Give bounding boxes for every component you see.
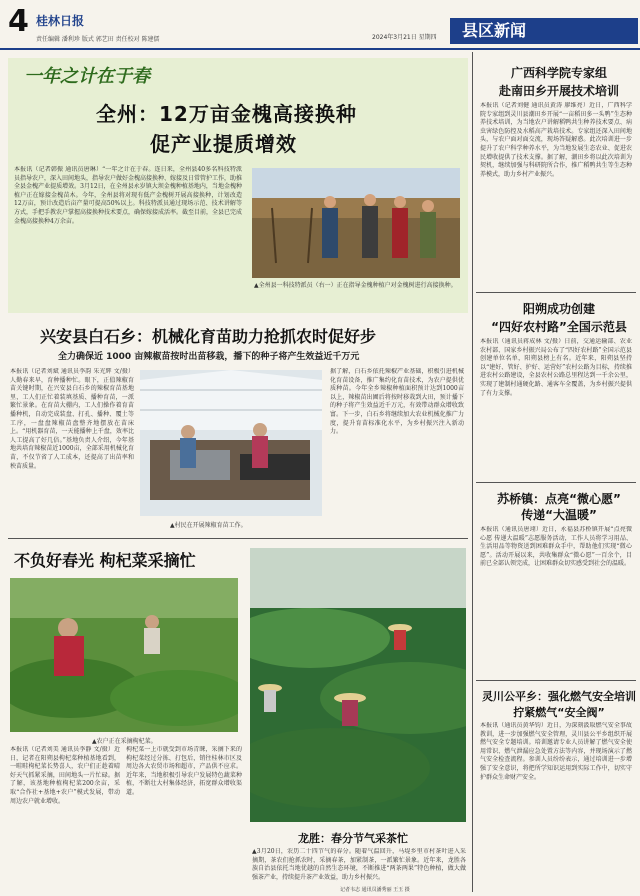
- sidebar-article1-title-line1: 广西科学院专家组: [510, 66, 607, 80]
- xingan-caption: ▲村民在开展辣椒育苗工作。: [170, 522, 247, 529]
- sidebar-article3-title-line1: 苏桥镇：点亮“微心愿”: [497, 492, 621, 506]
- issue-date: 2024年3月21日 星期四: [372, 34, 437, 41]
- sidebar-article1-body: 本报讯（记者刘健 通讯员黄涛 廖维亮）近日，广西科学院专家组到灵川县潮田乡开展“一亩稻田多一头鸭”生态种养技术培训，为当地农户讲解稻鸭共生种养技术要点、病虫害绿色防控及水稻高产栽培技术。专家组还深入田间地头，与农户面对面交流，现场答疑解惑。此次培训进一步提升了农户科学种养水平，为当地发展生态农业、促进农民增收提供了技术支撑。据了解，潮田乡将以此次培训为契机，继续加强与科研院所合作，推广稻鸭共生等生态种养模式，助力乡村产业振兴。: [480, 102, 632, 178]
- tea-headline: 龙胜：春分节气采茶忙: [298, 832, 408, 845]
- tea-credit: 记者韦志 通讯员潘秀丽 王玉 摄: [340, 887, 410, 893]
- sidebar-article1-title-line2: 赴南田乡开展技术培训: [498, 84, 619, 98]
- goji-headline: 不负好春光 枸杞菜采摘忙: [14, 551, 196, 570]
- xingan-body: 本报讯（记者刘斌 通讯员李韵 朱光辉 文/摄）人勤春来早，育种播种忙。眼下，正值辣椒育苗关键时期，在兴安县白石乡的辣椒育苗基地里，工人们正忙着装填基质、播种育苗，一派繁忙景象。在育苗大棚内，工人们操作着育苗播种机，自动完成装盘、打孔、播种、覆土等工序，一盘盘辣椒苗盘整齐地摆放在苗床上。“用机器育苗，一天能播种上千盘，效率比人工提高了好几倍。”基地负责人介绍，今年基地共培育辣椒苗近1000亩，全部采用机械化育苗，不仅节省了人工成本，还提高了出苗率和秧苗质量。: [10, 368, 134, 470]
- goji-photo: [10, 578, 238, 732]
- sidebar-article2-title-line2: “四好农村路”全国示范县: [491, 320, 627, 334]
- sidebar-article2-title-line1: 阳朔成功创建: [522, 302, 595, 316]
- spring-slogan: 一年之计在于春: [24, 66, 150, 87]
- lead-caption: ▲全州县一科技特派员（右一）正在指导金槐种植户对金槐树进行高接换种。: [254, 282, 457, 289]
- lead-photo: [252, 168, 460, 278]
- sidebar-article4-body: 本报讯（通讯员黄华钧）近日，为深刻汲取燃气安全事故教训，进一步加强燃气安全管理，灵川县公平乡组织开展燃气安全专题培训。培训邀请专业人员讲解了燃气安全使用常识、燃气泄漏应急处置方法等内容，并现场演示了燃气安全检查流程。参训人员纷纷表示，通过培训进一步增强了安全意识，将把所学知识运用到实际工作中，切实守护群众生命财产安全。: [480, 722, 632, 781]
- sidebar-divider: [476, 680, 636, 681]
- lead-headline-line1: 全州：12万亩金槐高接换种: [96, 102, 357, 126]
- xingan-photo: [140, 370, 322, 516]
- lead-body: 本报讯（记者韩振 通讯员唐琳）“一年之计在于春。连日来，全州县40多名科技特派员指导农户，深入田间地头，指导农户做好金槐高接换种、嫁接及日常管护工作，助推全县金槐产业提质增效。3月12日，在全州县永岁镇大坝金槐种植基地内，当地金槐种植户正在嫁接金槐苗木。今年，全州县将对现有低产金槐树开展高接换种，计划改造12万亩，预计改造后亩产量可提高50%以上。科技特派员通过现场示范、技术讲解等方式，手把手教农户掌握高接换种技术要点，确保嫁接成活率。截至目前，全县已完成金槐高接换种4万余亩。: [14, 166, 242, 225]
- goji-caption: ▲农户正在采摘枸杞菜。: [92, 738, 157, 745]
- divider: [8, 538, 468, 539]
- sidebar-article4-title-line2: 拧紧燃气“安全阀”: [513, 706, 605, 719]
- sidebar-divider: [476, 292, 636, 293]
- masthead-credits: 责任编辑 潘利珍 版式 郭艺田 责任校对 陈建儒: [36, 36, 160, 43]
- section-title: 县区新闻: [450, 18, 638, 44]
- lead-headline-line2: 促产业提质增效: [150, 132, 297, 156]
- goji-body-col2: 枸杞菜一上市就受到市场青睐，采摘下来的枸杞菜经过分拣、打包后，销往桂林市区及周边各大农贸市场和超市，产品供不应求。近年来，当地积极引导农户发展特色蔬菜种植，不断壮大村集体经济，拓宽群众增收渠道。: [126, 746, 242, 796]
- xingan-headline: 兴安县白石乡：机械化育苗助力抢抓农时促好步: [40, 327, 377, 346]
- goji-body: 本报讯（记者刘美 通讯员李静 文/摄）近日，记者在阳朔县枸杞菜种植基地看到，一畦畦枸杞菜长势喜人，农户们正趁着晴好天气抓紧采摘，田间地头一片忙碌。据了解，该基地种植枸杞菜200余亩，采取“合作社+基地+农户”模式发展，带动周边农户就业增收。: [10, 746, 120, 805]
- paper-name: 桂林日报: [36, 14, 85, 28]
- sidebar-divider: [476, 482, 636, 483]
- tea-caption: ▲3月20日，农历二十四节气的春分。随着气温回升，马堤乡里市村茶叶进入采摘期，茶农们抢抓农时，采摘春茶，加紧制茶，一派繁忙景象。近年来，龙胜各族自治县依托当地优越的自然生态环境，不断推进“两茶两果”特色种植，做大做强茶产业，持续提升茶产业效益，助力乡村振兴。: [252, 848, 466, 881]
- sidebar-article3-title-line2: 传递“大温暖”: [521, 508, 597, 522]
- sidebar-article2-body: 本报讯（通讯员蒋成林 文/摄）日前，交通运输部、农业农村部、国家乡村振兴局公布了“四好农村路”全国示范县创建单位名单，阳朔县榜上有名。近年来，阳朔县坚持以“建好、管好、护好、运营好”农村公路为目标，持续推进农村公路建设，全县农村公路总里程达到一千余公里，实现了建制村通硬化路、通客车全覆盖，为乡村振兴提供了有力支撑。: [480, 338, 632, 397]
- tea-photo: [250, 548, 466, 822]
- page-number: 4: [8, 4, 29, 39]
- xingan-subheadline: 全力确保近 1000 亩辣椒苗按时出苗移栽，播下的种子将产生效益近千万元: [58, 352, 360, 362]
- xingan-body-col2: 据了解，白石乡依托辣椒产业基础，积极引进机械化育苗设备，推广集约化育苗技术，为农户提供优质种苗。今年全乡辣椒种植面积预计达到1000亩以上，辣椒苗出圃后将按时移栽到大田，预计播下的种子将产生效益近千万元，有效带动群众增收致富。下一步，白石乡将继续加大农业机械化推广力度，提升育苗标准化水平，为乡村振兴注入新动力。: [330, 368, 464, 436]
- sidebar-article3-body: 本报讯（通讯员唐翊）近日，永福县苏桥镇开展“点亮微心愿 传递大温暖”志愿服务活动，工作人员将学习用品、生活用品等物资送到困难群众手中，帮助他们实现“微心愿”。活动开展以来，共收集群众“微心愿”一百余个，目前已全部认领完成，让困难群众切实感受到社会的温暖。: [480, 526, 632, 568]
- column-divider: [472, 52, 473, 892]
- sidebar-article4-title-line1: 灵川公平乡：强化燃气安全培训: [482, 690, 636, 703]
